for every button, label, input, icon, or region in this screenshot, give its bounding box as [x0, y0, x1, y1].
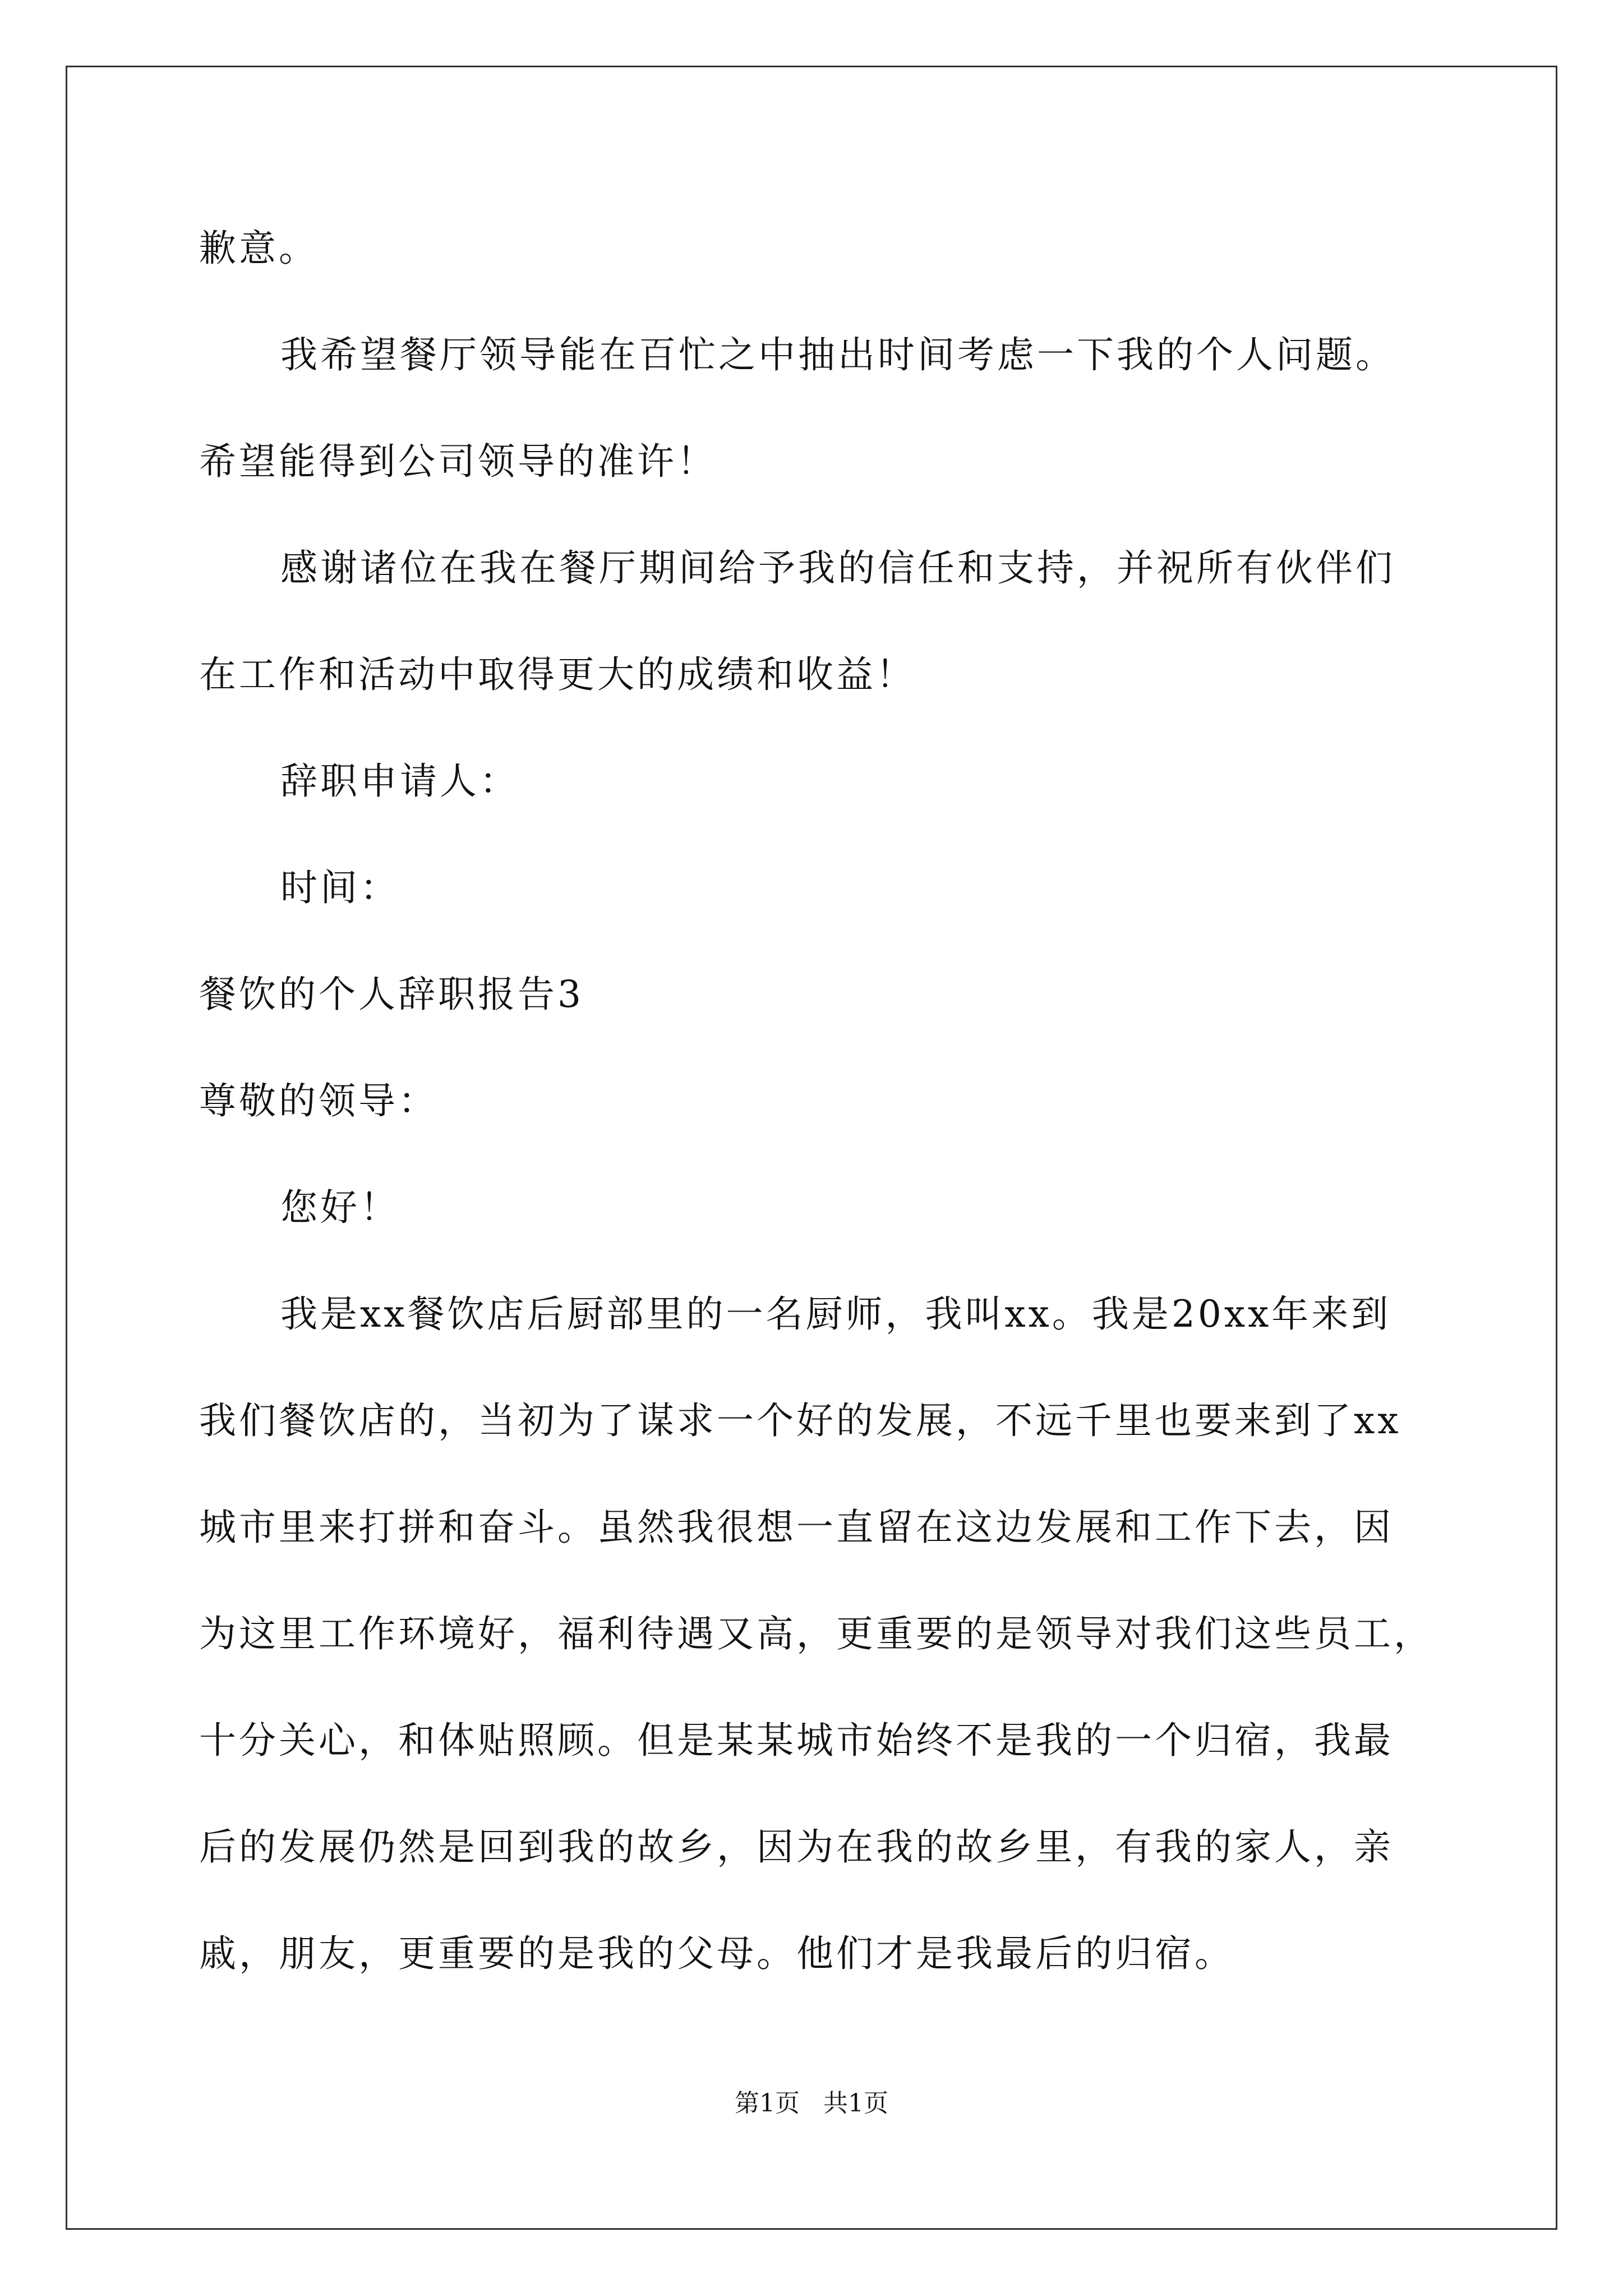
signature-label: 辞职申请人：	[280, 760, 519, 803]
section-title: 餐饮的个人辞职报告3	[199, 973, 584, 1016]
text-line-5: 在工作和活动中取得更大的成绩和收益！	[199, 653, 916, 696]
salutation: 尊敬的领导：	[199, 1079, 438, 1122]
page-footer: 第1页 共1页	[735, 2089, 888, 2118]
greeting: 您好！	[280, 1186, 400, 1229]
text-line-15: 十分关心，和体贴照顾。但是某某城市始终不是我的一个归宿，我最	[199, 1719, 1394, 1762]
text-line-11: 我是xx餐饮店后厨部里的一名厨师，我叫xx。我是20xx年来到	[280, 1292, 1391, 1336]
text-line-4: 感谢诸位在我在餐厅期间给予我的信任和支持，并祝所有伙伴们	[280, 546, 1395, 590]
text-line-12: 我们餐饮店的，当初为了谋求一个好的发展，不远千里也要来到了xx	[199, 1399, 1401, 1442]
text-line-16: 后的发展仍然是回到我的故乡，因为在我的故乡里，有我的家人，亲	[199, 1825, 1394, 1869]
text-line-13: 城市里来打拼和奋斗。虽然我很想一直留在这边发展和工作下去，因	[199, 1506, 1394, 1549]
page-border	[66, 66, 1557, 2230]
date-label: 时间：	[280, 866, 400, 909]
text-line-3: 希望能得到公司领导的准许！	[199, 440, 717, 483]
text-line-1: 歉意。	[199, 227, 319, 270]
text-line-17: 戚，朋友，更重要的是我的父母。他们才是我最后的归宿。	[199, 1932, 1234, 1975]
text-line-14: 为这里工作环境好，福利待遇又高，更重要的是领导对我们这些员工，	[199, 1612, 1433, 1655]
text-line-2: 我希望餐厅领导能在百忙之中抽出时间考虑一下我的个人问题。	[280, 333, 1395, 376]
